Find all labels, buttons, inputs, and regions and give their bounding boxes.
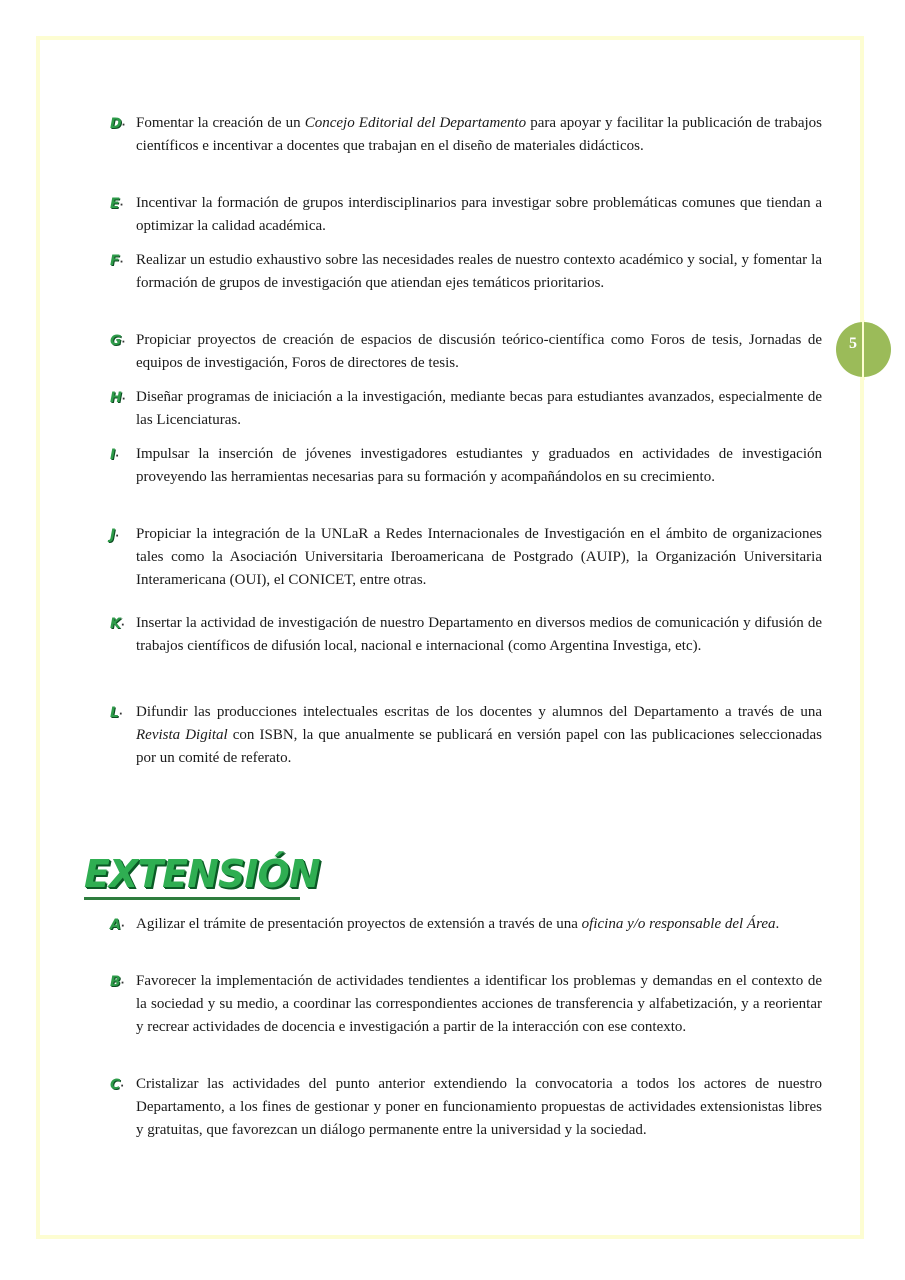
list-item-h [108, 386, 822, 432]
list-item-a [108, 913, 822, 936]
item-text: Cristalizar las actividades del punto anterior extendiendo la convocatoria a todos los actores de nuestro Departamento, a los fines de gestionar y poner en funcionamiento propuestas de actividades extensionistas libres y gratuitas, que favorezcan un diálogo permanente entre la universidad y la sociedad. [136, 1076, 822, 1138]
letter-bullet-icon: J· [110, 527, 120, 543]
item-emphasis: Revista Digital [136, 726, 228, 743]
list-item-d [108, 112, 822, 158]
letter-bullet-icon: C· [110, 1077, 125, 1093]
list-item-f [108, 249, 822, 295]
item-text: Propiciar la integración de la UNLaR a Redes Internacionales de Investigación en el ámbito de organizaciones tales como la Asociación Universitaria Iberoamericana de Postgrado (AUIP), la Organización Universitaria Interamericana (OUI), el CONICET, entre otras. [136, 526, 822, 588]
item-text: para apoyar y facilitar la publicación de trabajos científicos e incentivar a docentes que trabajan en el diseño de materiales didácticos. [136, 115, 823, 154]
letter-bullet-icon: G· [110, 333, 126, 349]
letter-bullet-icon: F· [110, 253, 124, 269]
letter-bullet-icon: K· [110, 616, 125, 632]
item-text: Favorecer la implementación de actividades tendientes a identificar los problemas y demandas en el contexto de la sociedad y su medio, a coordinar las correspondientes acciones de transferencia y alfabetización, y a reorientar y recrear actividades de docencia e investigación a partir de la interacción con ese contexto. [136, 973, 822, 1035]
list-item-j [108, 523, 822, 591]
list-item-e [108, 192, 822, 238]
letter-bullet-icon: L· [110, 705, 123, 721]
list-item-b [108, 970, 822, 1038]
item-text: Difundir las producciones intelectuales escritas de los docentes y alumnos del Departamento a través de una [136, 704, 822, 720]
item-text: Impulsar la inserción de jóvenes investigadores estudiantes y graduados en actividades de investigación proveyendo las herramientas necesarias para su formación y acompañándolos en su crecimiento. [136, 446, 822, 485]
letter-bullet-icon: B· [110, 974, 125, 990]
item-emphasis: Concejo Editorial del Departamento [304, 115, 527, 131]
list-item-g [108, 329, 822, 375]
section-heading-extension: EXTENSIÓN [84, 852, 320, 896]
item-text: . [775, 916, 780, 932]
page-number: 5 [849, 335, 857, 352]
list-item-l [108, 701, 822, 769]
list-item-c [108, 1073, 822, 1141]
letter-bullet-icon: H· [110, 390, 126, 406]
item-text: Diseñar programas de iniciación a la investigación, mediante becas para estudiantes avanzados, especialmente de las Licenciaturas. [136, 389, 822, 428]
letter-bullet-icon: D· [110, 116, 126, 132]
item-text: Incentivar la formación de grupos interdisciplinarios para investigar sobre problemáticas comunes que tiendan a optimizar la calidad académica. [136, 195, 822, 234]
item-text: con ISBN, la que anualmente se publicará en versión papel con las publicaciones seleccionadas por un comité de referato. [136, 726, 823, 766]
item-text: Fomentar la creación de un [136, 115, 305, 131]
list-item-k [108, 612, 822, 658]
item-emphasis: oficina y/o responsable del Área [581, 916, 776, 932]
item-text: Agilizar el trámite de presentación proyectos de extensión a través de una [136, 916, 582, 932]
letter-bullet-icon: A· [110, 917, 125, 933]
letter-bullet-icon: E· [110, 196, 124, 212]
heading-underline [84, 897, 300, 900]
list-item-i [108, 443, 822, 489]
item-text: Insertar la actividad de investigación de nuestro Departamento en diversos medios de comunicación y difusión de trabajos científicos de difusión local, nacional e internacional (como Argentina Investiga, etc). [136, 615, 822, 654]
letter-bullet-icon: I· [110, 447, 120, 463]
item-text: Realizar un estudio exhaustivo sobre las necesidades reales de nuestro contexto académico y social, y fomentar la formación de grupos de investigación que atiendan ejes temáticos prioritarios. [136, 252, 822, 291]
item-text: Propiciar proyectos de creación de espacios de discusión teórico-científica como Foros de tesis, Jornadas de equipos de investigación, Foros de directores de tesis. [136, 332, 822, 371]
page-number-badge [836, 322, 891, 377]
